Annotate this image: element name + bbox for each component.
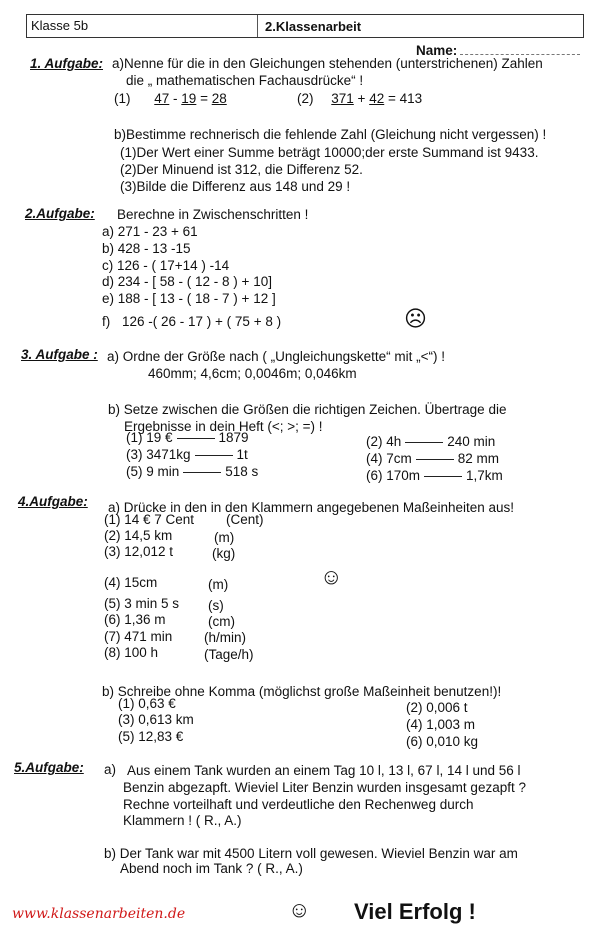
eq1-num: (1) (114, 91, 131, 106)
task4-unit-2: (m) (214, 530, 235, 545)
task5-a-line3: Rechne vorteilhaft und verdeutliche den Rechenweg durch (123, 797, 474, 812)
task2-intro: Berechne in Zwischenschritten ! (117, 207, 309, 222)
task1-b-item3: (3)Bilde die Differenz aus 148 und 29 ! (120, 179, 351, 194)
task3-b-line1: b) Setze zwischen die Größen die richtigen Zeichen. Übertrage die (108, 402, 507, 417)
cmp-left: (5) 9 min (126, 464, 180, 479)
task2-item-a: a) 271 - 23 + 61 (102, 224, 198, 239)
eq1-minuend: 47 (154, 91, 170, 106)
cmp-left: (6) 170m (366, 468, 421, 483)
task4-item-4: (4) 15cm (104, 575, 158, 590)
task4-unit-7: (h/min) (204, 630, 247, 645)
blank-line (183, 472, 221, 473)
task2-item-f-label: f) (102, 314, 111, 329)
cmp-left: (3) 3471kg (126, 447, 191, 462)
blank-line (405, 442, 443, 443)
eq2-num: (2) (297, 91, 314, 106)
task4-unit-6: (cm) (208, 614, 235, 629)
task4-item-7: (7) 471 min (104, 629, 173, 644)
eq2-sum: 413 (399, 91, 423, 106)
name-label: Name: (416, 43, 458, 58)
task4-a-line: a) Drücke in den in den Klammern angegebenen Maßeinheiten aus! (108, 500, 515, 515)
cmp-right: 240 min (447, 434, 496, 449)
task1-a-line2: die „ mathematischen Fachausdrücke“ ! (126, 73, 364, 88)
task2-item-b: b) 428 - 13 -15 (102, 241, 191, 256)
blank-line (416, 459, 454, 460)
task4-item-1: (1) 14 € 7 Cent (104, 512, 195, 527)
header-divider (257, 15, 258, 37)
task4-unit-4: (m) (208, 577, 229, 592)
task2-label: 2.Aufgabe: (25, 206, 95, 221)
task5-a-label: a) (104, 762, 117, 777)
task2-item-d: d) 234 - [ 58 - ( 12 - 8 ) + 10] (102, 274, 272, 289)
blank-line (424, 476, 462, 477)
task4-b-right-6: (6) 0,010 kg (406, 734, 479, 749)
task4-b-right-2: (2) 0,006 t (406, 700, 468, 715)
cmp-right: 1t (236, 447, 248, 462)
task5-a-line2: Benzin abgezapft. Wieviel Liter Benzin wurden insgesamt gezapft ? (123, 780, 526, 795)
task4-item-8: (8) 100 h (104, 645, 159, 660)
task3-left-5 (126, 464, 258, 479)
task3-right-6 (366, 468, 503, 483)
footer-website-link[interactable]: www.klassenarbeiten.de (12, 906, 186, 922)
class-label: Klasse 5b (31, 18, 89, 33)
closing-message: Viel Erfolg ! (354, 899, 476, 924)
blank-line (195, 455, 233, 456)
task4-b-line: b) Schreibe ohne Komma (möglichst große Maßeinheit benutzen!)! (102, 684, 502, 699)
smiley-icon: ☺ (320, 564, 343, 589)
task4-unit-8: (Tage/h) (204, 647, 254, 662)
cmp-left: (2) 4h (366, 434, 402, 449)
cmp-right: 1,7km (466, 468, 503, 483)
task4-b-left-1: (1) 0,63 € (118, 696, 176, 711)
task1-b-line1: b)Bestimme rechnerisch die fehlende Zahl (Gleichung nicht vergessen) ! (114, 127, 547, 142)
task3-left-1 (126, 430, 249, 445)
task4-b-left-5: (5) 12,83 € (118, 729, 184, 744)
task5-b-line2: Abend noch im Tank ? ( R., A.) (120, 861, 303, 876)
eq2-summand2: 42 (369, 91, 385, 106)
task3-b-line2: Ergebnisse in dein Heft (<; >; =) ! (124, 419, 323, 434)
task4-item-3: (3) 12,012 t (104, 544, 174, 559)
cmp-right: 518 s (225, 464, 259, 479)
footer-smiley-icon: ☺ (288, 897, 311, 922)
task5-b-line1: b) Der Tank war mit 4500 Litern voll gewesen. Wieviel Benzin war am (104, 846, 518, 861)
name-line (460, 54, 580, 55)
eq2-summand1: 371 (331, 91, 354, 106)
task1-eq1 (114, 91, 227, 106)
task1-eq2 (297, 91, 422, 106)
task1-b-item2: (2)Der Minuend ist 312, die Differenz 52. (120, 162, 363, 177)
task5-a-line1: Aus einem Tank wurden an einem Tag 10 l, 13 l, 67 l, 14 l und 56 l (127, 763, 521, 778)
task3-left-3 (126, 447, 248, 462)
task1-a-line1: a)Nenne für die in den Gleichungen stehenden (unterstrichenen) Zahlen (112, 56, 543, 71)
task4-label: 4.Aufgabe: (18, 494, 88, 509)
page-title: 2.Klassenarbeit (265, 19, 362, 34)
eq2-op1: + (353, 91, 370, 106)
eq1-op2: = (196, 91, 212, 106)
sad-face-icon: ☹ (404, 306, 427, 331)
task3-label: 3. Aufgabe : (21, 347, 98, 362)
cmp-right: 1879 (218, 430, 249, 445)
task4-item-5: (5) 3 min 5 s (104, 596, 180, 611)
task2-item-c: c) 126 - ( 17+14 ) -14 (102, 258, 230, 273)
eq1-op1: - (169, 91, 182, 106)
eq1-difference: 28 (211, 91, 227, 106)
cmp-left: (1) 19 € (126, 430, 173, 445)
task4-item-6: (6) 1,36 m (104, 612, 166, 627)
task3-right-2 (366, 434, 495, 449)
eq2-op2: = (384, 91, 400, 106)
task4-unit-1: (Cent) (226, 512, 264, 527)
task2-item-f: 126 -( 26 - 17 ) + ( 75 + 8 ) (122, 314, 282, 329)
blank-line (177, 438, 215, 439)
task3-a-line1: a) Ordne der Größe nach ( „Ungleichungskette“ mit „<“) ! (107, 349, 446, 364)
cmp-left: (4) 7cm (366, 451, 412, 466)
cmp-right: 82 mm (457, 451, 500, 466)
task4-unit-5: (s) (208, 598, 224, 613)
task2-item-e: e) 188 - [ 13 - ( 18 - 7 ) + 12 ] (102, 291, 276, 306)
header-box (26, 14, 584, 38)
task3-a-line2: 460mm; 4,6cm; 0,0046m; 0,046km (148, 366, 357, 381)
task3-right-4 (366, 451, 499, 466)
task5-label: 5.Aufgabe: (14, 760, 84, 775)
task1-b-item1: (1)Der Wert einer Summe beträgt 10000;der erste Summand ist 9433. (120, 145, 539, 160)
task4-item-2: (2) 14,5 km (104, 528, 173, 543)
task1-label: 1. Aufgabe: (30, 56, 104, 71)
task4-b-right-4: (4) 1,003 m (406, 717, 476, 732)
task5-a-line4: Klammern ! ( R., A.) (123, 813, 242, 828)
task4-b-left-3: (3) 0,613 km (118, 712, 194, 727)
task4-unit-3: (kg) (212, 546, 236, 561)
eq1-subtrahend: 19 (181, 91, 197, 106)
